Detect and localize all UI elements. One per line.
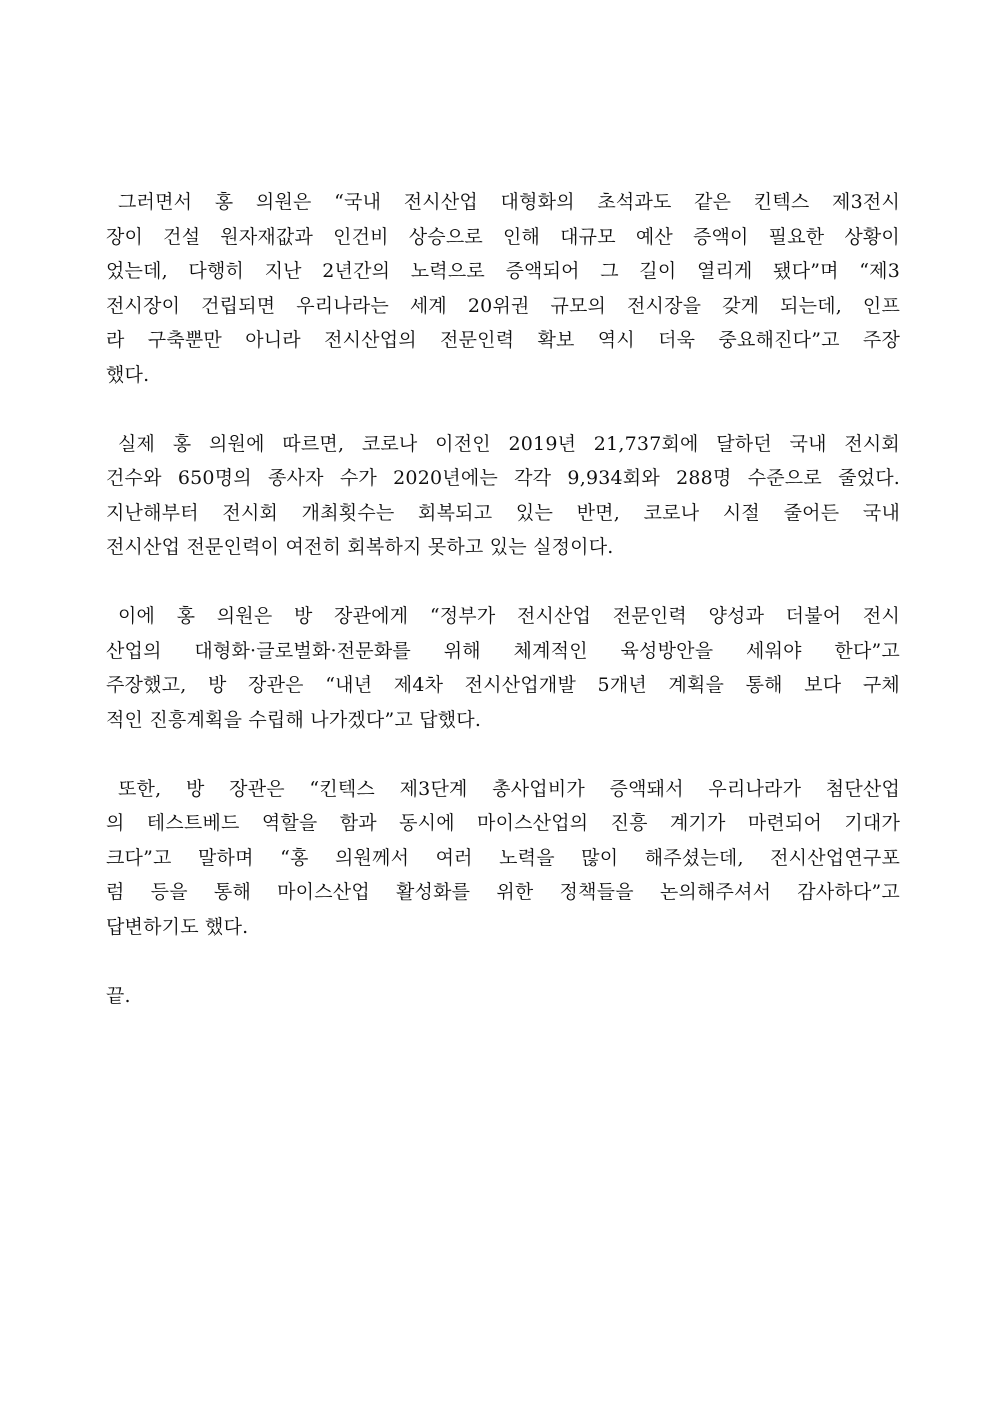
paragraph-line: 전시산업 전문인력이 여전히 회복하지 못하고 있는 실정이다. <box>106 536 614 558</box>
paragraph-2 <box>94 427 900 565</box>
paragraph-line: 었는데, 다행히 지난 2년간의 노력으로 증액되어 그 길이 열리게 됐다”며 “제3 <box>106 260 900 282</box>
paragraph-4 <box>94 772 900 945</box>
document-body <box>94 185 900 1013</box>
paragraph-line: 장이 건설 원자재값과 인건비 상승으로 인해 대규모 예산 증액이 필요한 상황이 <box>106 225 900 248</box>
paragraph-line: 그러면서 홍 의원은 “국내 전시산업 대형화의 초석과도 같은 킨텍스 제3전시 <box>118 191 900 213</box>
paragraph-line: 답변하기도 했다. <box>106 915 249 938</box>
paragraph-line: 의 테스트베드 역할을 함과 동시에 마이스산업의 진흥 계기가 마련되어 기대가 <box>106 812 900 834</box>
paragraph-line: 지난해부터 전시회 개최횟수는 회복되고 있는 반면, 코로나 시절 줄어든 국내 <box>106 501 900 524</box>
paragraph-1 <box>94 185 900 392</box>
paragraph-line: 라 구축뿐만 아니라 전시산업의 전문인력 확보 역시 더욱 중요해진다”고 주장 <box>106 329 900 351</box>
paragraph-line: 적인 진흥계획을 수립해 나가겠다”고 답했다. <box>106 708 482 731</box>
paragraph-line: 주장했고, 방 장관은 “내년 제4차 전시산업개발 5개년 계획을 통해 보다 구체 <box>106 674 900 696</box>
paragraph-line: 건수와 650명의 종사자 수가 2020년에는 각각 9,934회와 288명 수준으로 줄었다. <box>106 467 900 489</box>
paragraph-line: 또한, 방 장관은 “킨텍스 제3단계 총사업비가 증액돼서 우리나라가 첨단산업 <box>118 777 900 800</box>
paragraph-line: 크다”고 말하며 “홍 의원께서 여러 노력을 많이 해주셨는데, 전시산업연구포 <box>106 846 900 869</box>
paragraph-line: 했다. <box>106 363 150 386</box>
paragraph-line: 럼 등을 통해 마이스산업 활성화를 위한 정책들을 논의해주셔서 감사하다”고 <box>106 881 900 903</box>
paragraph-line: 전시장이 건립되면 우리나라는 세계 20위권 규모의 전시장을 갖게 되는데, 인프 <box>106 294 900 317</box>
paragraph-line: 이에 홍 의원은 방 장관에게 “정부가 전시산업 전문인력 양성과 더불어 전시 <box>118 605 900 627</box>
paragraph-line: 산업의 대형화·글로벌화·전문화를 위해 체계적인 육성방안을 세워야 한다”고 <box>106 639 900 662</box>
end-mark: 끝. <box>106 984 131 1007</box>
paragraph-line: 실제 홍 의원에 따르면, 코로나 이전인 2019년 21,737회에 달하던 국내 전시회 <box>118 432 900 455</box>
paragraph-3 <box>94 599 900 737</box>
